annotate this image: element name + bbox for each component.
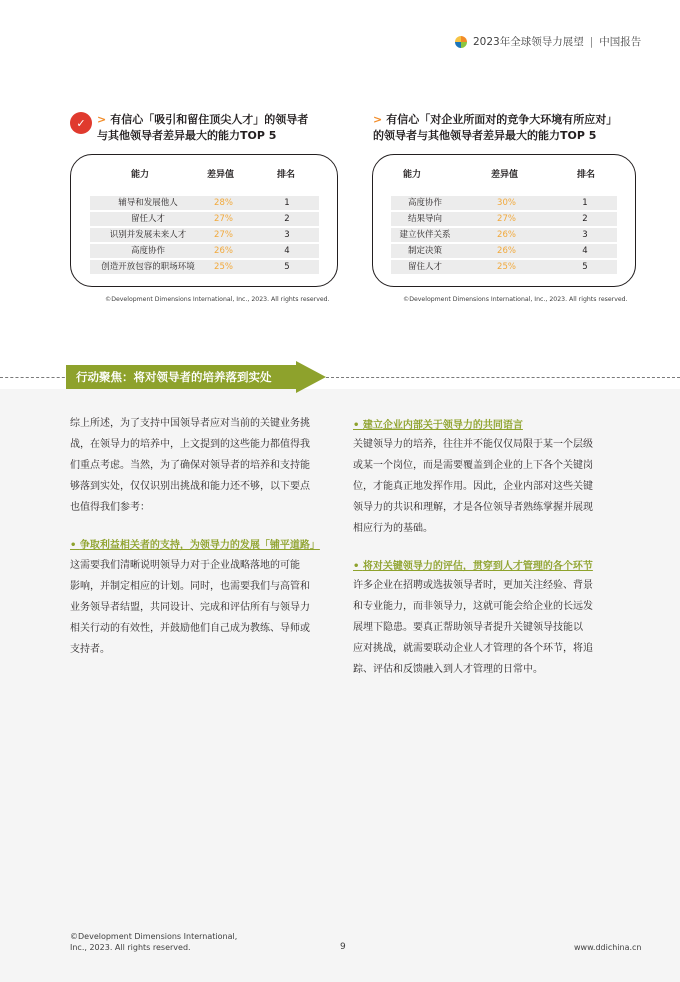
row-ability: 建立伙伴关系	[399, 230, 451, 240]
row-ability: 高度协作	[130, 246, 165, 256]
row-diff: 26%	[497, 246, 516, 256]
row-ability: 留住人才	[407, 262, 442, 272]
footer-copyright-line2: Inc., 2023. All rights reserved.	[70, 943, 191, 952]
row-rank: 1	[582, 198, 588, 208]
header-divider: |	[589, 35, 594, 48]
table-row	[391, 228, 617, 242]
page-number: 9	[340, 942, 346, 952]
left-title-line2: 与其他领导者差异最大的能力TOP 5	[97, 129, 277, 142]
point1-body	[70, 555, 342, 660]
left-table-copyright: ©Development Dimensions International, Inc., 2023. All rights reserved.	[105, 296, 330, 303]
right-panel-title	[373, 112, 643, 144]
column-header-rank: 排名	[577, 170, 596, 180]
body-line: 展埋下隐患。要真正帮助领导者提升关键领导技能以	[353, 622, 583, 633]
intro-line: 战，在领导力的培养中，上文提到的这些能力都值得我	[70, 439, 310, 450]
body-line: 相关行动的有效性，并鼓励他们自己成为教练、导师或	[70, 623, 310, 634]
column-header-diff: 差异值	[491, 170, 519, 180]
point2-body	[353, 434, 628, 539]
row-rank: 1	[284, 198, 290, 208]
row-rank: 5	[582, 262, 588, 272]
intro-line: 综上所述，为了支持中国领导者应对当前的关键业务挑	[70, 418, 310, 429]
dashed-divider-left	[0, 377, 70, 378]
row-rank: 4	[284, 246, 290, 256]
report-header	[455, 34, 641, 49]
table-row	[90, 228, 319, 242]
body-line: 影响，并制定相应的计划。同时，也需要我们与高管和	[70, 581, 310, 592]
row-diff: 26%	[214, 246, 233, 256]
row-ability: 高度协作	[407, 198, 442, 208]
row-ability: 识别并发展未来人才	[109, 230, 187, 240]
table-row	[391, 244, 617, 258]
row-ability: 辅导和发展他人	[118, 198, 178, 208]
row-rank: 3	[582, 230, 588, 240]
body-line: 和专业能力，而非领导力，这就可能会给企业的长远发	[353, 601, 593, 612]
body-line: 领导力的共识和理解，才是各位领导者熟练掌握并展现	[353, 502, 593, 513]
row-diff: 27%	[214, 230, 233, 240]
table-row	[391, 260, 617, 274]
right-ranking-table	[372, 154, 636, 287]
target-badge-icon: ✓	[70, 112, 92, 134]
row-diff: 27%	[497, 214, 516, 224]
row-diff: 25%	[214, 262, 233, 272]
row-diff: 27%	[214, 214, 233, 224]
row-diff: 25%	[497, 262, 516, 272]
body-line: 关键领导力的培养，往往并不能仅仅局限于某一个层级	[353, 439, 593, 450]
footer-copyright	[70, 931, 237, 953]
point3-body	[353, 575, 628, 680]
footer-copyright-line1: ©Development Dimensions International,	[70, 932, 238, 941]
body-line: 这需要我们清晰说明领导力对于企业战略落地的可能	[70, 560, 300, 571]
banner-arrow-icon	[296, 361, 326, 393]
column-header-ability: 能力	[131, 170, 150, 180]
report-edition: 中国报告	[599, 36, 642, 48]
point2-heading: • 建立企业内部关于领导力的共同语言	[353, 415, 523, 436]
body-line: 应对挑战，就需要联动企业人才管理的各个环节，将追	[353, 643, 593, 654]
footer-website-link[interactable]: www.ddichina.cn	[574, 943, 642, 952]
report-title: 2023年全球领导力展望	[473, 36, 584, 48]
body-line: 业务领导者结盟，共同设计、完成和评估所有与领导力	[70, 602, 310, 613]
left-text-column	[70, 413, 342, 518]
table-row	[90, 212, 319, 226]
right-title-line1: 有信心「对企业所面对的竞争大环境有所应对」	[386, 113, 618, 126]
row-rank: 5	[284, 262, 290, 272]
table-row	[391, 212, 617, 226]
row-ability: 结果导向	[407, 214, 442, 224]
intro-line: 也值得我们参考：	[70, 502, 150, 513]
intro-line: 们重点考虑。当然，为了确保对领导者的培养和支持能	[70, 460, 310, 471]
row-rank: 3	[284, 230, 290, 240]
row-ability: 创造开放包容的职场环境	[101, 262, 195, 272]
body-line: 支持者。	[70, 644, 110, 655]
right-table-copyright: ©Development Dimensions International, Inc., 2023. All rights reserved.	[403, 296, 628, 303]
row-ability: 留任人才	[130, 214, 165, 224]
row-diff: 26%	[497, 230, 516, 240]
point1-heading: • 争取利益相关者的支持，为领导力的发展「铺平道路」	[70, 535, 320, 556]
left-panel-title	[97, 112, 347, 144]
row-diff: 28%	[214, 198, 233, 208]
table-row	[90, 260, 319, 274]
table-row	[90, 196, 319, 210]
arrow-bullet-icon: >	[97, 113, 107, 126]
table-row	[391, 196, 617, 210]
row-diff: 30%	[497, 198, 516, 208]
point3-heading: • 将对关键领导力的评估，贯穿到人才管理的各个环节	[353, 556, 593, 577]
intro-line: 够落到实处，仅仅识别出挑战和能力还不够，以下要点	[70, 481, 310, 492]
arrow-bullet-icon: >	[373, 113, 383, 126]
row-rank: 2	[284, 214, 290, 224]
body-line: 踪、评估和反馈融入到人才管理的日常中。	[353, 664, 543, 675]
table-row	[90, 244, 319, 258]
column-header-rank: 排名	[277, 170, 296, 180]
row-rank: 2	[582, 214, 588, 224]
action-focus-banner: 行动聚焦：将对领导者的培养落到实处	[66, 365, 298, 389]
row-ability: 制定决策	[407, 246, 442, 256]
dashed-divider-right	[326, 377, 680, 378]
body-line: 位，才能真正地发挥作用。因此，企业内部对这些关键	[353, 481, 593, 492]
row-rank: 4	[582, 246, 588, 256]
body-line: 相应行为的基础。	[353, 523, 433, 534]
left-title-line1: 有信心「吸引和留住顶尖人才」的领导者	[110, 113, 309, 126]
column-header-ability: 能力	[403, 170, 422, 180]
body-line: 或某一个岗位，而是需要覆盖到企业的上下各个关键岗	[353, 460, 593, 471]
column-header-diff: 差异值	[207, 170, 235, 180]
left-ranking-table	[70, 154, 338, 287]
right-title-line2: 的领导者与其他领导者差异最大的能力TOP 5	[373, 129, 597, 142]
globe-logo-icon	[455, 36, 467, 48]
body-line: 许多企业在招聘或选拔领导者时，更加关注经验、背景	[353, 580, 593, 591]
